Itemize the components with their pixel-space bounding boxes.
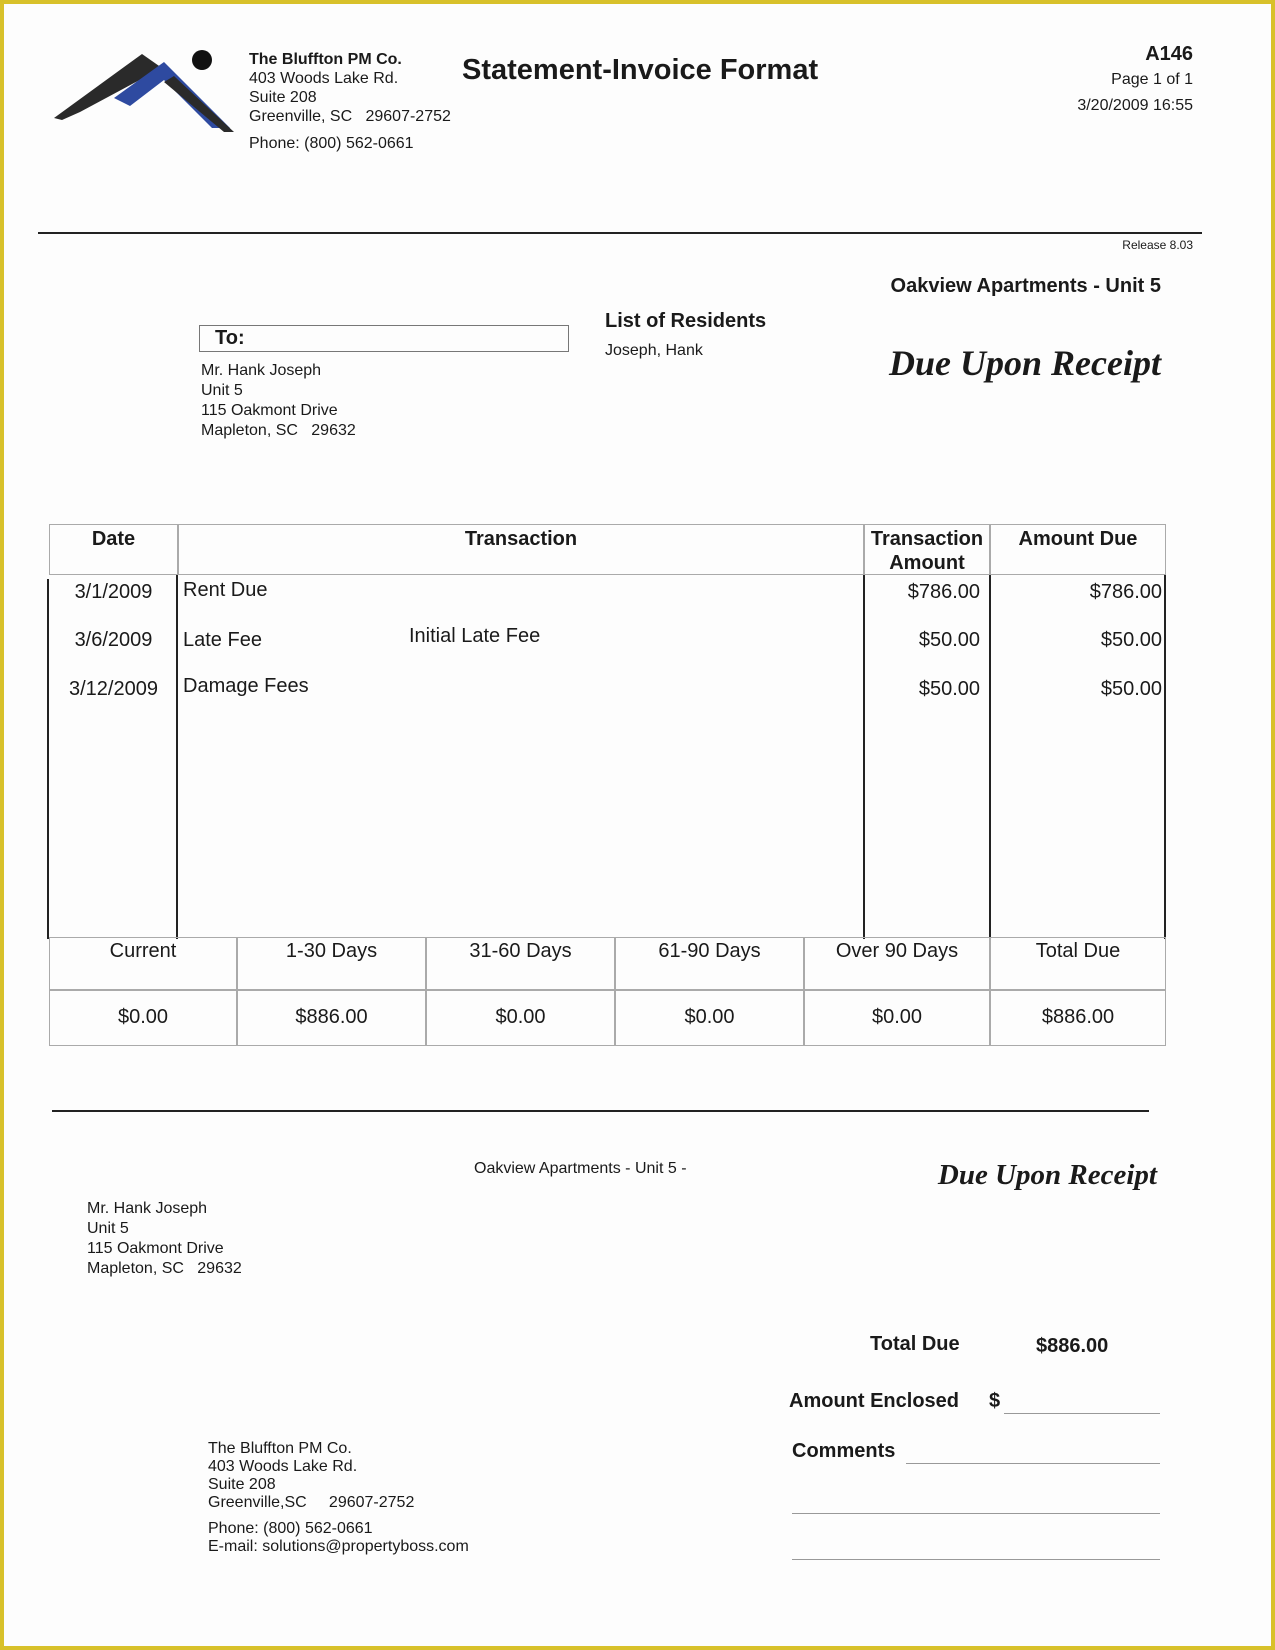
stub-divider [52,1110,1149,1112]
row-description: Damage Fees [183,675,309,697]
aging-value-over-90: $0.00 [804,990,990,1046]
amount-enclosed-label: Amount Enclosed [789,1390,960,1412]
property-title: Oakview Apartments - Unit 5 [890,275,1161,297]
table-row [49,675,1166,718]
aging-value-31-60: $0.00 [426,990,615,1046]
aging-value-1-30: $886.00 [237,990,426,1046]
remit-address1: 403 Woods Lake Rd. [208,1458,358,1475]
aging-header-over-90: Over 90 Days [804,937,990,990]
remit-name: The Bluffton PM Co. [208,1440,352,1457]
row-note: Initial Late Fee [409,625,541,647]
stub-recipient-name: Mr. Hank Joseph [87,1200,208,1217]
transaction-table [49,524,1166,1044]
row-due: $50.00 [1100,678,1162,700]
header-transaction-amount [864,524,990,575]
comments-line-1[interactable] [906,1463,1160,1464]
aging-header-61-90: 61-90 Days [615,937,804,990]
recipient-city: Mapleton, SC 29632 [201,422,356,439]
company-city: Greenville, SC 29607-2752 [249,108,451,125]
document-code: A146 [1145,43,1193,65]
aging-header-current: Current [49,937,237,990]
stub-recipient-address [87,1199,242,1279]
header-amount-line2: Amount [889,552,965,574]
aging-value-current: $0.00 [49,990,237,1046]
row-date: 3/6/2009 [74,629,153,651]
row-due: $50.00 [1100,629,1162,651]
recipient-name: Mr. Hank Joseph [201,362,322,379]
amount-enclosed-field[interactable] [1004,1413,1160,1414]
document-datetime: 3/20/2009 16:55 [1077,97,1193,114]
row-amount: $50.00 [918,629,980,651]
company-phone: Phone: (800) 562-0661 [249,135,414,152]
table-row [49,625,1166,669]
remit-city: Greenville,SC 29607-2752 [208,1494,415,1511]
remit-phone: Phone: (800) 562-0661 [208,1520,373,1537]
comments-line-3[interactable] [792,1559,1160,1560]
company-address1: 403 Woods Lake Rd. [249,70,399,87]
to-label: To: [215,327,245,349]
aging-header-total: Total Due [990,937,1166,990]
header-date: Date [49,524,178,575]
header-transaction: Transaction [178,524,864,575]
header-amount-due: Amount Due [990,524,1166,575]
stub-due-upon-receipt: Due Upon Receipt [937,1159,1157,1191]
aging-value-total: $886.00 [990,990,1166,1046]
stub-property: Oakview Apartments - Unit 5 - [474,1160,687,1177]
stub-recipient-street: 115 Oakmont Drive [87,1240,224,1257]
header-amount-line1: Transaction [870,528,984,550]
row-date: 3/1/2009 [74,581,153,603]
comments-label: Comments [792,1440,896,1462]
document-title: Statement-Invoice Format [462,54,819,86]
dollar-sign: $ [989,1390,1001,1412]
stub-recipient-city: Mapleton, SC 29632 [87,1260,242,1277]
due-upon-receipt: Due Upon Receipt [889,343,1161,383]
table-row [49,581,1166,621]
to-box [199,325,569,352]
remit-email: E-mail: solutions@propertyboss.com [208,1538,469,1555]
row-description: Rent Due [183,579,268,601]
release-label: Release 8.03 [1122,238,1193,252]
header-divider [38,232,1202,234]
row-description: Late Fee [183,629,262,651]
row-amount: $50.00 [918,678,980,700]
total-due-label: Total Due [870,1333,960,1355]
recipient-street: 115 Oakmont Drive [201,402,338,419]
document-id-block [1077,41,1193,119]
company-block [249,50,451,153]
page-number: Page 1 of 1 [1111,71,1193,88]
row-due: $786.00 [1089,581,1162,603]
company-address2: Suite 208 [249,89,317,106]
residents-list: Joseph, Hank [605,342,703,359]
total-due-value: $886.00 [1036,1335,1109,1357]
remit-address2: Suite 208 [208,1476,276,1493]
recipient-address [201,361,356,441]
remit-address [208,1440,469,1556]
aging-value-61-90: $0.00 [615,990,804,1046]
comments-line-2[interactable] [792,1513,1160,1514]
aging-header-31-60: 31-60 Days [426,937,615,990]
row-date: 3/12/2009 [69,678,158,700]
aging-header-1-30: 1-30 Days [237,937,426,990]
residents-title: List of Residents [605,310,767,332]
row-amount: $786.00 [907,581,980,603]
stub-recipient-unit: Unit 5 [87,1220,129,1237]
company-logo [52,46,247,136]
recipient-unit: Unit 5 [201,382,243,399]
company-name: The Bluffton PM Co. [249,51,402,68]
